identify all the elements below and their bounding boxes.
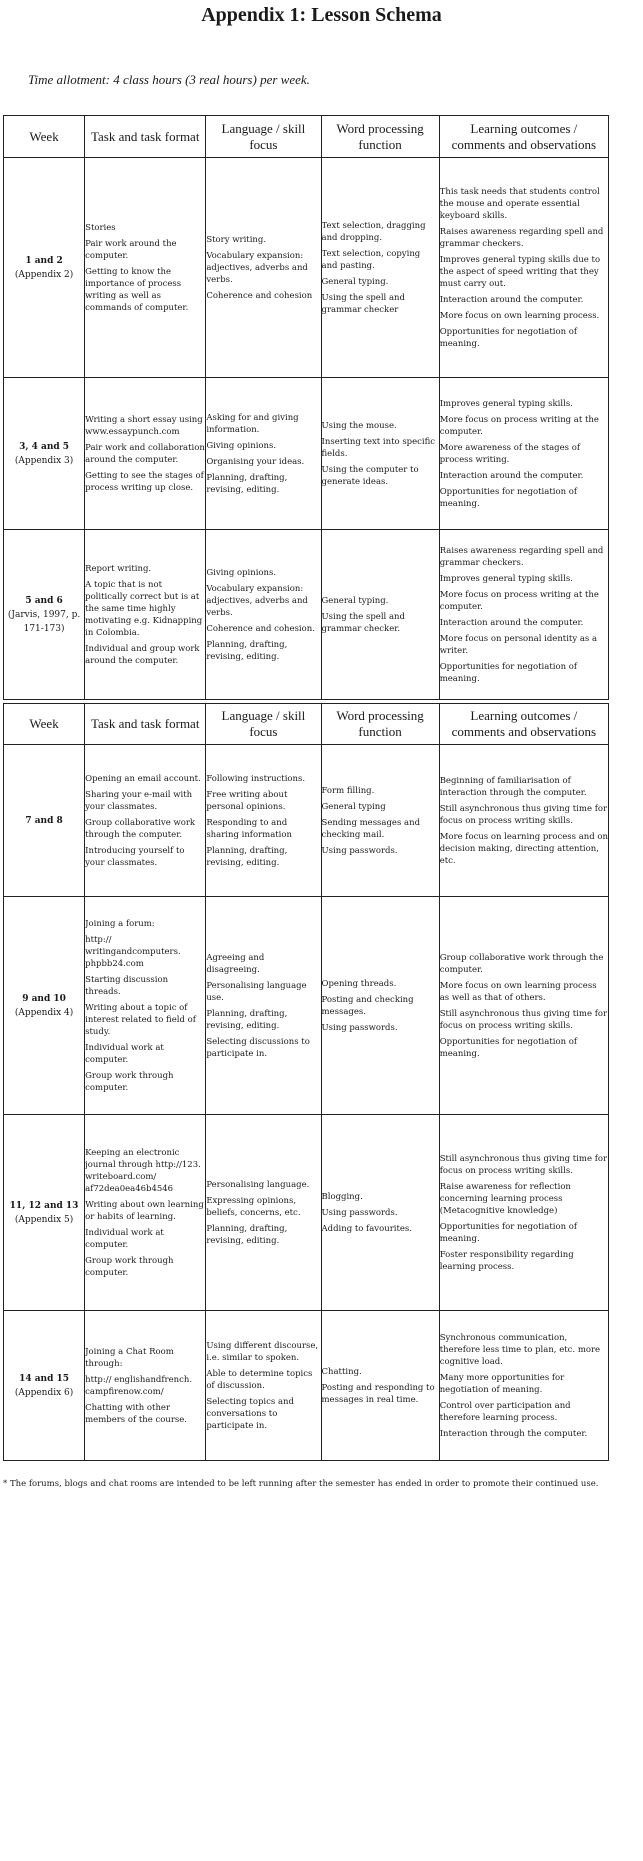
outcomes-cell [439, 897, 608, 1115]
cell-line: Opening threads. [321, 978, 397, 989]
task-cell [85, 897, 206, 1115]
cell-line: Synchronous communication, therefore less time to plan, etc. more cognitive load. [439, 1332, 601, 1367]
cell-line: General typing [321, 801, 386, 812]
cell-line: More focus on process writing at the computer. [439, 589, 599, 612]
cell-line: Agreeing and disagreeing. [206, 952, 265, 975]
cell-line: Interaction around the computer. [439, 617, 584, 628]
header-task: Task and task format [85, 704, 206, 745]
language-cell [206, 158, 321, 378]
header-week: Week [4, 116, 85, 158]
cell-line: Story writing. [206, 234, 267, 245]
cell-line: Text selection, dragging and dropping. [321, 220, 426, 243]
week-label: 11, 12 and 13 [9, 1200, 79, 1211]
cell-line: Adding to favourites. [321, 1223, 412, 1234]
cell-line: http:// englishandfrench. campfirenow.com/ [85, 1374, 193, 1397]
cell-line: Able to determine topics of discussion. [206, 1368, 313, 1391]
cell-line: Giving opinions. [206, 567, 277, 578]
table-row [4, 745, 609, 897]
outcomes-cell [439, 158, 608, 378]
cell-line: Raise awareness for reflection concerning learning process (Metacognitive knowledge) [439, 1181, 571, 1216]
cell-line: Coherence and cohesion [206, 290, 313, 301]
cell-line: Group work through computer. [85, 1070, 174, 1093]
cell-line: Giving opinions. [206, 440, 277, 451]
cell-line: Personalising language use. [206, 980, 307, 1003]
table-header-row [4, 116, 609, 158]
word-processing-cell [321, 1311, 439, 1461]
week-cell [4, 1311, 85, 1461]
cell-line: Group work through computer. [85, 1255, 174, 1278]
table-row [4, 158, 609, 378]
language-cell [206, 1311, 321, 1461]
cell-line: Interaction through the computer. [439, 1428, 588, 1439]
week-label: 3, 4 and 5 [19, 441, 70, 452]
outcomes-cell [439, 378, 608, 530]
cell-line: Starting discussion threads. [85, 974, 169, 997]
cell-line: General typing. [321, 276, 389, 287]
table-header-row [4, 704, 609, 745]
task-cell [85, 158, 206, 378]
cell-line: Selecting discussions to participate in. [206, 1036, 310, 1059]
week-cell [4, 1115, 85, 1311]
cell-line: Text selection, copying and pasting. [321, 248, 421, 271]
cell-line: Asking for and giving information. [206, 412, 299, 435]
week-cell [4, 897, 85, 1115]
cell-line: Opportunities for negotiation of meaning. [439, 1221, 578, 1244]
cell-line: Writing about own learning or habits of learning. [85, 1199, 204, 1222]
week-cell [4, 378, 85, 530]
week-cell [4, 745, 85, 897]
cell-line: Posting and responding to messages in real time. [321, 1382, 435, 1405]
week-label: 1 and 2 [25, 255, 63, 266]
cell-line: Pair work around the computer. [85, 238, 177, 261]
cell-line: Vocabulary expansion: adjectives, adverbs and verbs. [206, 583, 308, 618]
cell-line: Coherence and cohesion. [206, 623, 315, 634]
cell-line: Still asynchronous thus giving time for focus on process writing skills. [439, 803, 608, 826]
cell-line: Group collaborative work through the computer. [85, 817, 196, 840]
cell-line: Responding to and sharing information [206, 817, 292, 840]
cell-line: Getting to know the importance of process writing as well as commands of computer. [85, 266, 189, 313]
language-cell [206, 745, 321, 897]
language-cell [206, 897, 321, 1115]
lesson-schema-table-2 [3, 703, 609, 1461]
cell-line: Keeping an electronic journal through http://123. writeboard.com/ af72dea0ea46b4546 [85, 1147, 201, 1194]
cell-line: Planning, drafting, revising, editing. [206, 1008, 288, 1031]
outcomes-cell [439, 1311, 608, 1461]
cell-line: This task needs that students control the mouse and operate essential keyboard skills. [439, 186, 600, 221]
cell-line: Foster responsibility regarding learning process. [439, 1249, 574, 1272]
table-row [4, 1115, 609, 1311]
cell-line: Group collaborative work through the computer. [439, 952, 604, 975]
cell-line: Using passwords. [321, 1207, 398, 1218]
time-allotment: Time allotment: 4 class hours (3 real hours) per week. [28, 72, 310, 87]
outcomes-cell [439, 1115, 608, 1311]
week-appendix-ref: (Appendix 3) [14, 455, 74, 466]
cell-line: Sending messages and checking mail. [321, 817, 421, 840]
word-processing-cell [321, 158, 439, 378]
cell-line: http:// writingandcomputers. phpbb24.com [85, 934, 181, 969]
cell-line: Posting and checking messages. [321, 994, 414, 1017]
outcomes-cell [439, 745, 608, 897]
cell-line: Introducing yourself to your classmates. [85, 845, 185, 868]
cell-line: Interaction around the computer. [439, 294, 584, 305]
lesson-schema-table-1 [3, 115, 609, 700]
cell-line: Improves general typing skills. [439, 398, 573, 409]
week-cell [4, 530, 85, 700]
week-appendix-ref: (Appendix 2) [14, 269, 74, 280]
language-cell [206, 378, 321, 530]
cell-line: Opportunities for negotiation of meaning. [439, 326, 578, 349]
cell-line: General typing. [321, 595, 389, 606]
cell-line: Expressing opinions, beliefs, concerns, etc. [206, 1195, 301, 1218]
table-body-1 [4, 158, 609, 700]
cell-line: Blogging. [321, 1191, 363, 1202]
cell-line: Sharing your e-mail with your classmates. [85, 789, 193, 812]
header-wp: Word processing function [321, 704, 439, 745]
cell-line: Writing a short essay using www.essaypunch.com [85, 414, 203, 437]
cell-line: Personalising language. [206, 1179, 310, 1190]
header-task: Task and task format [85, 116, 206, 158]
cell-line: Stories [85, 222, 116, 233]
word-processing-cell [321, 378, 439, 530]
cell-line: Using the spell and grammar checker. [321, 611, 405, 634]
week-appendix-ref: (Appendix 5) [14, 1214, 74, 1225]
task-cell [85, 1115, 206, 1311]
week-appendix-ref: (Appendix 6) [14, 1387, 74, 1398]
word-processing-cell [321, 530, 439, 700]
cell-line: Joining a forum: [85, 918, 155, 929]
cell-line: Opportunities for negotiation of meaning. [439, 661, 578, 684]
cell-line: Opportunities for negotiation of meaning. [439, 486, 578, 509]
header-week: Week [4, 704, 85, 745]
cell-line: Free writing about personal opinions. [206, 789, 288, 812]
cell-line: Selecting topics and conversations to participate in. [206, 1396, 294, 1431]
header-language: Language / skill focus [206, 116, 321, 158]
cell-line: Planning, drafting, revising, editing. [206, 472, 288, 495]
cell-line: Inserting text into specific fields. [321, 436, 436, 459]
word-processing-cell [321, 745, 439, 897]
table-row [4, 530, 609, 700]
cell-line: More focus on learning process and on decision making, directing attention, etc. [439, 831, 608, 866]
cell-line: More awareness of the stages of process writing. [439, 442, 580, 465]
cell-line: Report writing. [85, 563, 152, 574]
outcomes-cell [439, 530, 608, 700]
cell-line: Joining a Chat Room through: [85, 1346, 174, 1369]
cell-line: Chatting. [321, 1366, 362, 1377]
cell-line: Improves general typing skills. [439, 573, 573, 584]
week-label: 7 and 8 [25, 815, 63, 826]
week-label: 9 and 10 [22, 993, 66, 1004]
table-row [4, 378, 609, 530]
cell-line: Chatting with other members of the course. [85, 1402, 187, 1425]
cell-line: Planning, drafting, revising, editing. [206, 639, 288, 662]
cell-line: Form filling. [321, 785, 375, 796]
cell-line: Individual and group work around the computer. [85, 643, 200, 666]
cell-line: Raises awareness regarding spell and grammar checkers. [439, 226, 604, 249]
table-row [4, 897, 609, 1115]
cell-line: Vocabulary expansion: adjectives, adverbs and verbs. [206, 250, 308, 285]
cell-line: Using the spell and grammar checker [321, 292, 405, 315]
cell-line: Using the mouse. [321, 420, 397, 431]
cell-line: Planning, drafting, revising, editing. [206, 845, 288, 868]
cell-line: More focus on own learning process as well as that of others. [439, 980, 597, 1003]
task-cell [85, 378, 206, 530]
cell-line: Opening an email account. [85, 773, 201, 784]
table-body-2 [4, 745, 609, 1461]
page-title: Appendix 1: Lesson Schema [201, 4, 442, 26]
cell-line: Using passwords. [321, 1022, 398, 1033]
cell-line: Raises awareness regarding spell and grammar checkers. [439, 545, 604, 568]
cell-line: A topic that is not politically correct but is at the same time highly motivating e.g. Kidnapping in Colombia. [85, 579, 203, 638]
language-cell [206, 1115, 321, 1311]
header-outcomes: Learning outcomes / comments and observations [439, 116, 608, 158]
cell-line: Using the computer to generate ideas. [321, 464, 419, 487]
cell-line: Interaction around the computer. [439, 470, 584, 481]
footnote: * The forums, blogs and chat rooms are intended to be left running after the semester has ended in order to promote their continued use. [3, 1479, 599, 1489]
cell-line: Pair work and collaboration around the computer. [85, 442, 205, 465]
week-label: 5 and 6 [25, 595, 63, 606]
cell-line: Still asynchronous thus giving time for focus on process writing skills. [439, 1008, 608, 1031]
header-outcomes: Learning outcomes / comments and observations [439, 704, 608, 745]
cell-line: Opportunities for negotiation of meaning. [439, 1036, 578, 1059]
cell-line: Following instructions. [206, 773, 306, 784]
week-label: 14 and 15 [19, 1373, 70, 1384]
cell-line: Organising your ideas. [206, 456, 305, 467]
cell-line: More focus on personal identity as a writer. [439, 633, 598, 656]
cell-line: More focus on own learning process. [439, 310, 600, 321]
cell-line: Writing about a topic of interest related to field of study. [85, 1002, 196, 1037]
word-processing-cell [321, 1115, 439, 1311]
cell-line: More focus on process writing at the computer. [439, 414, 599, 437]
table-row [4, 1311, 609, 1461]
cell-line: Using passwords. [321, 845, 398, 856]
task-cell [85, 1311, 206, 1461]
language-cell [206, 530, 321, 700]
week-appendix-ref: (Jarvis, 1997, p. 171-173) [7, 609, 81, 634]
cell-line: Using different discourse, i.e. similar to spoken. [206, 1340, 319, 1363]
cell-line: Control over participation and therefore learning process. [439, 1400, 571, 1423]
cell-line: Individual work at computer. [85, 1042, 164, 1065]
cell-line: Planning, drafting, revising, editing. [206, 1223, 288, 1246]
cell-line: Still asynchronous thus giving time for focus on process writing skills. [439, 1153, 608, 1176]
week-appendix-ref: (Appendix 4) [14, 1007, 74, 1018]
task-cell [85, 530, 206, 700]
cell-line: Many more opportunities for negotiation of meaning. [439, 1372, 565, 1395]
cell-line: Individual work at computer. [85, 1227, 164, 1250]
header-wp: Word processing function [321, 116, 439, 158]
cell-line: Improves general typing skills due to the aspect of speed writing that they must carry out. [439, 254, 601, 289]
word-processing-cell [321, 897, 439, 1115]
cell-line: Getting to see the stages of process writing up close. [85, 470, 204, 493]
task-cell [85, 745, 206, 897]
week-cell [4, 158, 85, 378]
header-language: Language / skill focus [206, 704, 321, 745]
cell-line: Beginning of familiarisation of interaction through the computer. [439, 775, 587, 798]
